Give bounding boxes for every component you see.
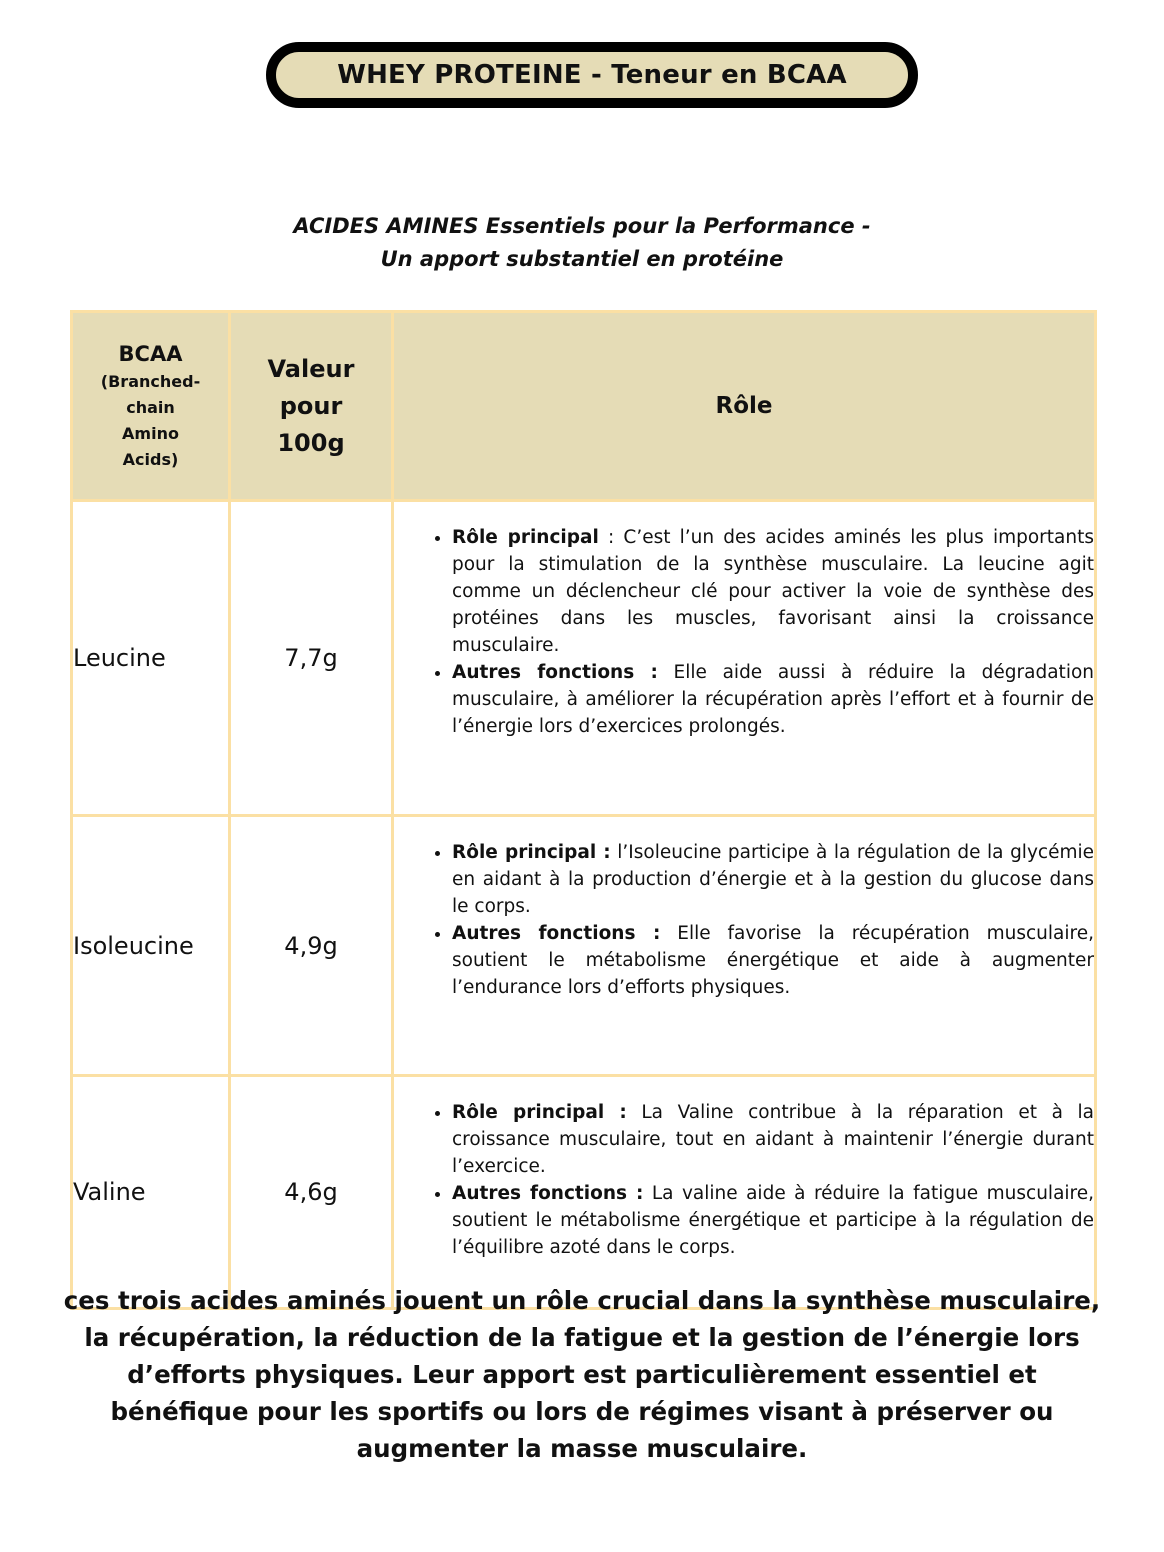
role-main-label: Rôle principal : <box>452 1102 627 1123</box>
amino-acid-value: 4,9g <box>230 816 393 1076</box>
conclusion-paragraph: ces trois acides aminés jouent un rôle crucial dans la synthèse musculaire, la récupération, la réduction de la fatigue et la gestion de l’énergie lors d’efforts physiques. Leur apport est particulièrement essentiel et bénéfique pour les sportifs ou lors de régimes visant à préserver ou augmenter la masse musculaire. <box>63 1286 1101 1463</box>
role-main-item <box>452 524 1094 659</box>
role-other-item <box>452 659 1094 740</box>
role-other-text: Elle favorise la récupération musculaire, soutient le métabolisme énergétique et aide à augmenter l’endurance lors d’efforts physiques. <box>452 923 1094 998</box>
subtitle-line-1: ACIDES AMINES Essentiels pour la Performance - <box>293 214 871 238</box>
role-other-item <box>452 920 1094 1001</box>
role-description <box>393 816 1096 1076</box>
header-bcaa-title: BCAA <box>118 342 183 366</box>
role-main-label: Rôle principal : <box>452 842 611 863</box>
role-main-text: l’Isoleucine participe à la régulation de la glycémie en aidant à la production d’énergie et à la gestion du glucose dans le corps. <box>452 842 1094 917</box>
role-description <box>393 501 1096 816</box>
table-header-row <box>72 312 1096 501</box>
amino-acid-name: Isoleucine <box>72 816 230 1076</box>
amino-acid-name: Valine <box>72 1076 230 1309</box>
role-other-text: La valine aide à réduire la fatigue musculaire, soutient le métabolisme énergétique et participe à la régulation de l’équilibre azoté dans le corps. <box>452 1183 1095 1258</box>
role-other-label: Autres fonctions : <box>452 662 658 683</box>
role-main-item <box>452 839 1094 920</box>
subtitle-line-2: Un apport substantiel en protéine <box>380 247 784 271</box>
role-other-label: Autres fonctions : <box>452 923 661 944</box>
subtitle <box>0 210 1164 276</box>
title-banner <box>266 42 918 108</box>
amino-acid-value: 7,7g <box>230 501 393 816</box>
table-row-leucine <box>72 501 1096 816</box>
role-other-text: Elle aide aussi à réduire la dégradation musculaire, à améliorer la récupération après l’effort et à fournir de l’énergie lors d’exercices prolongés. <box>452 662 1094 737</box>
header-value <box>230 312 393 501</box>
header-value-label: Valeur pour 100g <box>267 354 355 457</box>
amino-acid-name: Leucine <box>72 501 230 816</box>
bcaa-table <box>70 310 1097 1310</box>
role-main-label: Rôle principal <box>452 527 599 548</box>
role-other-label: Autres fonctions : <box>452 1183 644 1204</box>
table-row-valine <box>72 1076 1096 1309</box>
header-bcaa <box>72 312 230 501</box>
header-role-label: Rôle <box>715 393 773 419</box>
role-main-text: La Valine contribue à la réparation et à la croissance musculaire, tout en aidant à maintenir l’énergie durant l’exercice. <box>452 1102 1094 1177</box>
role-main-text: : C’est l’un des acides aminés les plus importants pour la stimulation de la synthèse musculaire. La leucine agit comme un déclencheur clé pour activer la voie de synthèse des protéines dans les muscles, favorisant ainsi la croissance musculaire. <box>452 527 1094 656</box>
role-list <box>394 524 1094 740</box>
header-bcaa-subtitle: (Branched-chain Amino Acids) <box>100 372 201 469</box>
header-role <box>393 312 1096 501</box>
role-other-item <box>452 1180 1094 1261</box>
role-list <box>394 1099 1094 1261</box>
role-description <box>393 1076 1096 1309</box>
role-list <box>394 839 1094 1001</box>
amino-acid-value: 4,6g <box>230 1076 393 1309</box>
page-title: WHEY PROTEINE - Teneur en BCAA <box>337 60 847 90</box>
role-main-item <box>452 1099 1094 1180</box>
table-row-isoleucine <box>72 816 1096 1076</box>
